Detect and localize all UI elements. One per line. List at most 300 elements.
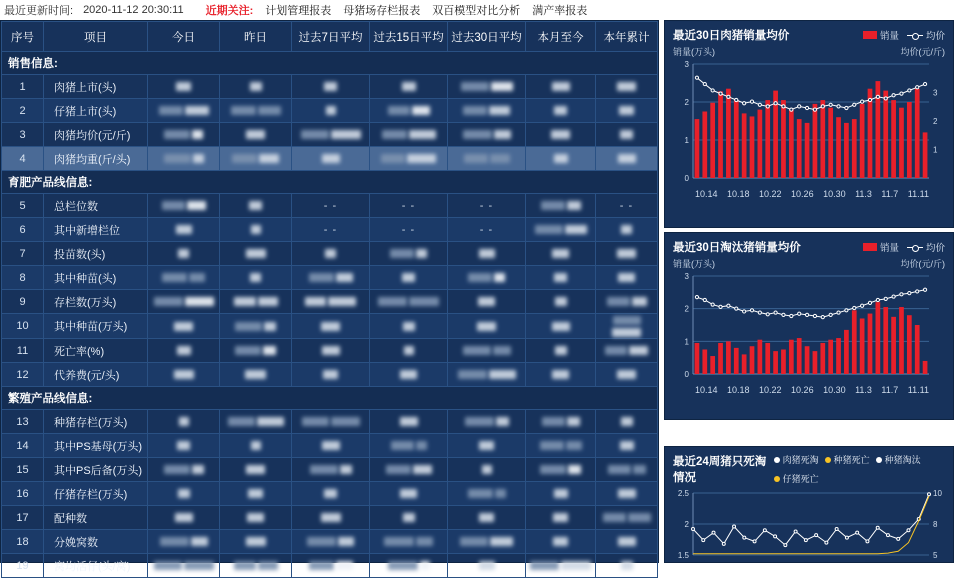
redacted-value [336,561,353,570]
row-index: 13 [2,410,44,434]
redacted-value [552,322,570,331]
chart3-header [665,447,953,487]
redacted-value [409,297,439,306]
redacted-value [535,225,563,234]
redacted-value [617,370,636,379]
row-index: 9 [2,290,44,314]
x-tick-label: 10.14 [695,385,718,395]
redacted-value [187,201,206,210]
svg-text:5: 5 [933,551,938,560]
row-item-name: 配种数 [44,506,148,530]
redacted-value [247,513,264,522]
redacted-value [160,537,189,546]
row-value-cell [148,242,220,266]
row-value-cell [526,242,596,266]
redacted-value [176,225,192,234]
redacted-value [603,513,626,522]
table-row[interactable] [2,123,658,147]
col-index: 序号 [2,22,44,52]
row-value-cell [448,506,526,530]
line-swatch-icon [907,35,923,36]
redacted-value [322,154,340,163]
svg-text:8: 8 [933,520,938,529]
row-value-cell [370,290,448,314]
redacted-value [234,561,256,570]
redacted-value [246,130,265,139]
redacted-value [378,297,407,306]
redacted-value [482,465,492,474]
row-value-cell [220,434,292,458]
redacted-value [542,417,565,426]
redacted-value [407,154,436,163]
row-value-cell [220,458,292,482]
table-section-header [2,52,658,75]
line-swatch-icon [907,247,923,248]
redacted-value [494,130,511,139]
redacted-value [479,249,495,258]
redacted-value [246,537,266,546]
table-row[interactable] [2,194,658,218]
table-row[interactable] [2,75,658,99]
chart1-legend-price[interactable] [907,28,945,42]
row-value-cell [220,242,292,266]
table-row[interactable] [2,314,658,339]
row-value-cell [148,482,220,506]
row-value-cell [448,242,526,266]
row-value-cell [596,363,658,387]
row-item-name: 其中种苗(头) [44,266,148,290]
redacted-value [263,346,276,355]
table-row[interactable] [2,506,658,530]
row-value-cell [292,123,370,147]
row-value-cell [370,434,448,458]
redacted-value [403,322,415,331]
chart3-svg [671,489,949,561]
redacted-value [159,106,183,115]
chart2-legend-volume[interactable] [863,240,899,254]
row-value-cell [148,434,220,458]
chart3-title: 最近24周猪只死淘情况 [673,456,767,484]
table-row[interactable] [2,482,658,506]
table-row[interactable] [2,410,658,434]
row-item-name: 存栏数(万头) [44,290,148,314]
row-value-cell [448,123,526,147]
redacted-value [264,322,276,331]
redacted-value [617,249,636,258]
row-value-cell [148,410,220,434]
row-index: 19 [2,554,44,578]
chart1-legend-price-label: 均价 [925,31,945,42]
row-value-cell [292,314,370,339]
col-yesterday: 昨日 [220,22,292,52]
redacted-value [530,561,559,570]
legend-dot-icon [825,457,831,463]
chart1-axis-names [665,45,953,58]
col-avg-30d: 过去30日平均 [448,22,526,52]
redacted-value [324,489,337,498]
table-row[interactable] [2,363,658,387]
redacted-value [463,106,487,115]
chart3-legend-item[interactable] [774,453,819,466]
chart-card-cull-pig-sales-price [664,232,954,420]
redacted-value [619,106,634,115]
table-row[interactable] [2,147,658,171]
row-value-cell [220,266,292,290]
redacted-value [620,441,634,450]
redacted-value [192,130,203,139]
row-value-cell [370,314,448,339]
chart3-legend-item[interactable] [774,472,819,485]
redacted-value [179,417,189,426]
redacted-value [310,465,338,474]
redacted-value [309,273,334,282]
redacted-value [541,201,565,210]
redacted-value [404,346,414,355]
table-row[interactable] [2,266,658,290]
col-month-to-date: 本月至今 [526,22,596,52]
table-row[interactable] [2,290,658,314]
redacted-value [618,154,636,163]
x-tick-label: 10.14 [695,189,718,199]
redacted-value [325,249,336,258]
redacted-value [632,297,647,306]
row-value-cell [448,75,526,99]
row-value-cell [370,339,448,363]
redacted-value [607,297,630,306]
row-item-name: 仔猪存栏(万头) [44,482,148,506]
redacted-value [258,561,278,570]
redacted-value [234,297,256,306]
redacted-value [302,417,329,426]
row-index: 8 [2,266,44,290]
row-value-cell [448,530,526,554]
row-value-cell [370,75,448,99]
chart2-legend-price[interactable] [907,240,945,254]
row-value-cell [596,482,658,506]
chart3-legend-item[interactable] [876,453,921,466]
redacted-value [384,537,414,546]
table-row[interactable] [2,434,658,458]
x-tick-label: 10.30 [823,189,846,199]
chart2-header [665,233,953,257]
redacted-value [336,273,353,282]
row-value-cell [148,75,220,99]
chart2-axis-names [665,257,953,270]
redacted-value [608,465,631,474]
row-value-cell [292,242,370,266]
redacted-value [460,537,488,546]
redacted-value [390,249,414,258]
redacted-value [174,370,194,379]
redacted-value [566,441,582,450]
row-index: 2 [2,99,44,123]
redacted-value [412,106,430,115]
redacted-value [477,322,496,331]
x-tick-label: 11.7 [881,189,899,199]
main-metrics-table-panel [0,20,659,573]
redacted-value [565,225,587,234]
row-value-cell [370,482,448,506]
table-row[interactable] [2,458,658,482]
chart3-legend-item[interactable] [825,453,870,466]
row-value-cell [448,290,526,314]
row-value-cell [448,266,526,290]
row-value-cell [292,506,370,530]
table-row[interactable] [2,339,658,363]
redacted-value [461,82,489,91]
table-row[interactable] [2,99,658,123]
redacted-value [540,465,566,474]
redacted-value [258,297,278,306]
redacted-value [621,417,633,426]
x-tick-label: 11.11 [907,189,929,199]
table-row[interactable] [2,242,658,266]
row-value-cell [148,218,220,242]
redacted-value [479,441,494,450]
row-value-cell [370,218,448,242]
redacted-value [613,316,641,325]
redacted-value [322,346,340,355]
redacted-value [633,465,646,474]
redacted-value [552,370,569,379]
update-timestamp: 2020-11-12 20:30:11 [83,4,184,16]
row-index: 3 [2,123,44,147]
redacted-value [402,273,415,282]
row-value-cell [370,147,448,171]
x-tick-label: 11.3 [855,385,872,395]
redacted-value [468,273,492,282]
row-value-cell [596,266,658,290]
row-value-cell [526,123,596,147]
row-value-cell [220,339,292,363]
chart1-title: 最近30日肉猪销量均价 [673,30,790,42]
row-value-cell [220,482,292,506]
redacted-value [309,561,334,570]
x-tick-label: 10.30 [823,385,846,395]
redacted-value [326,106,336,115]
redacted-value [185,297,214,306]
redacted-value [555,297,567,306]
empty-value-dash: - - [401,199,416,212]
row-value-cell [596,410,658,434]
svg-text:1: 1 [684,136,689,145]
table-row[interactable] [2,530,658,554]
redacted-value [554,106,567,115]
redacted-value [568,465,581,474]
row-value-cell [370,530,448,554]
redacted-value [400,489,417,498]
link-sow-farm-inventory-report[interactable]: 母猪场存栏报表 [343,5,421,17]
redacted-value [178,249,189,258]
row-value-cell [148,363,220,387]
row-value-cell [596,147,658,171]
redacted-value [191,537,208,546]
x-tick-label: 10.18 [727,385,750,395]
table-row[interactable] [2,218,658,242]
row-value-cell [448,99,526,123]
redacted-value [338,537,354,546]
redacted-value [463,130,492,139]
redacted-value [409,130,436,139]
redacted-value [478,297,495,306]
row-item-name: 仔猪上市(头) [44,99,148,123]
link-full-capacity-rate-report[interactable]: 满产率报表 [532,5,588,17]
bar-swatch-icon [863,31,877,39]
chart1-legend-volume[interactable] [863,28,899,42]
redacted-value [618,537,636,546]
row-value-cell [526,530,596,554]
row-value-cell [596,75,658,99]
link-plan-management-report[interactable]: 计划管理报表 [265,5,332,17]
redacted-value [177,441,190,450]
row-value-cell [526,482,596,506]
redacted-value [250,82,262,91]
row-value-cell [292,75,370,99]
redacted-value [479,513,494,522]
chart3-legend [774,453,945,485]
row-value-cell [526,363,596,387]
redacted-value [612,328,641,337]
redacted-value [555,346,567,355]
row-value-cell [596,339,658,363]
row-item-name: 肉猪均重(斤/头) [44,147,148,171]
svg-text:1: 1 [933,145,938,155]
redacted-value [561,561,591,570]
row-value-cell [448,218,526,242]
chart2-legend-volume-label: 销量 [879,243,899,254]
empty-value-dash: - - [401,223,416,236]
row-item-name: 分娩窝数 [44,530,148,554]
row-value-cell [220,290,292,314]
redacted-value [248,489,263,498]
row-index: 14 [2,434,44,458]
redacted-value [489,106,510,115]
redacted-value [618,489,636,498]
row-item-name: 总栏位数 [44,194,148,218]
row-value-cell [526,75,596,99]
row-value-cell [148,530,220,554]
redacted-value [246,249,266,258]
row-value-cell [220,75,292,99]
row-index: 4 [2,147,44,171]
redacted-value [232,154,257,163]
redacted-value [176,82,191,91]
row-value-cell [526,218,596,242]
row-value-cell [220,314,292,339]
redacted-value [154,561,182,570]
redacted-value [251,225,261,234]
col-today: 今日 [148,22,220,52]
svg-text:1: 1 [684,337,689,347]
chart2-legend [863,240,945,254]
recent-focus-label: 近期关注: [205,5,254,17]
empty-value-dash: - - [479,199,494,212]
row-item-name: 窝均活仔(头/窝) [44,554,148,578]
redacted-value [235,346,261,355]
link-double-hundred-model-comparison[interactable]: 双百模型对比分析 [432,5,521,17]
row-value-cell [220,99,292,123]
row-value-cell [292,290,370,314]
row-value-cell [292,363,370,387]
redacted-value [388,106,410,115]
row-index: 15 [2,458,44,482]
row-value-cell [148,554,220,578]
chart1-svg [671,60,949,188]
row-value-cell [596,530,658,554]
redacted-value [340,465,352,474]
chart1-legend [863,28,945,42]
table-row[interactable] [2,554,658,578]
row-value-cell [526,458,596,482]
row-value-cell [596,99,658,123]
row-value-cell [148,314,220,339]
redacted-value [305,297,326,306]
row-value-cell [220,194,292,218]
redacted-value [178,489,190,498]
redacted-value [416,249,427,258]
row-value-cell [370,506,448,530]
row-value-cell [220,363,292,387]
row-value-cell [220,147,292,171]
row-index: 10 [2,314,44,339]
redacted-value [463,346,491,355]
redacted-value [259,154,279,163]
row-value-cell [596,506,658,530]
row-value-cell [220,410,292,434]
redacted-value [250,273,261,282]
redacted-value [495,489,506,498]
empty-value-dash: - - [323,223,338,236]
legend-dot-icon [774,476,780,482]
svg-text:3: 3 [933,88,938,98]
redacted-value [249,201,262,210]
svg-text:10: 10 [933,489,942,498]
row-value-cell [220,530,292,554]
redacted-value [553,537,568,546]
row-value-cell [526,339,596,363]
svg-text:3: 3 [684,60,689,69]
row-value-cell [148,506,220,530]
row-value-cell [596,314,658,339]
x-tick-label: 11.11 [907,385,929,395]
x-tick-label: 10.18 [727,189,750,199]
x-tick-label: 10.26 [791,189,814,199]
row-value-cell [370,410,448,434]
redacted-value [324,82,337,91]
row-index: 7 [2,242,44,266]
redacted-value [164,130,190,139]
redacted-value [496,417,509,426]
row-value-cell [596,458,658,482]
row-value-cell [526,314,596,339]
redacted-value [251,441,261,450]
row-value-cell [596,194,658,218]
update-time-label: 最近更新时间: [4,5,74,17]
x-tick-label: 10.22 [759,385,782,395]
redacted-value [553,513,568,522]
redacted-value [192,465,204,474]
chart3-plot [671,489,947,561]
bar-swatch-icon [863,243,877,251]
row-value-cell [148,266,220,290]
row-value-cell [370,194,448,218]
row-index: 6 [2,218,44,242]
table-header-row [2,22,658,52]
row-value-cell [370,99,448,123]
row-value-cell [526,506,596,530]
table-section-title: 繁殖产品线信息: [2,387,658,410]
table-section-header [2,387,658,410]
